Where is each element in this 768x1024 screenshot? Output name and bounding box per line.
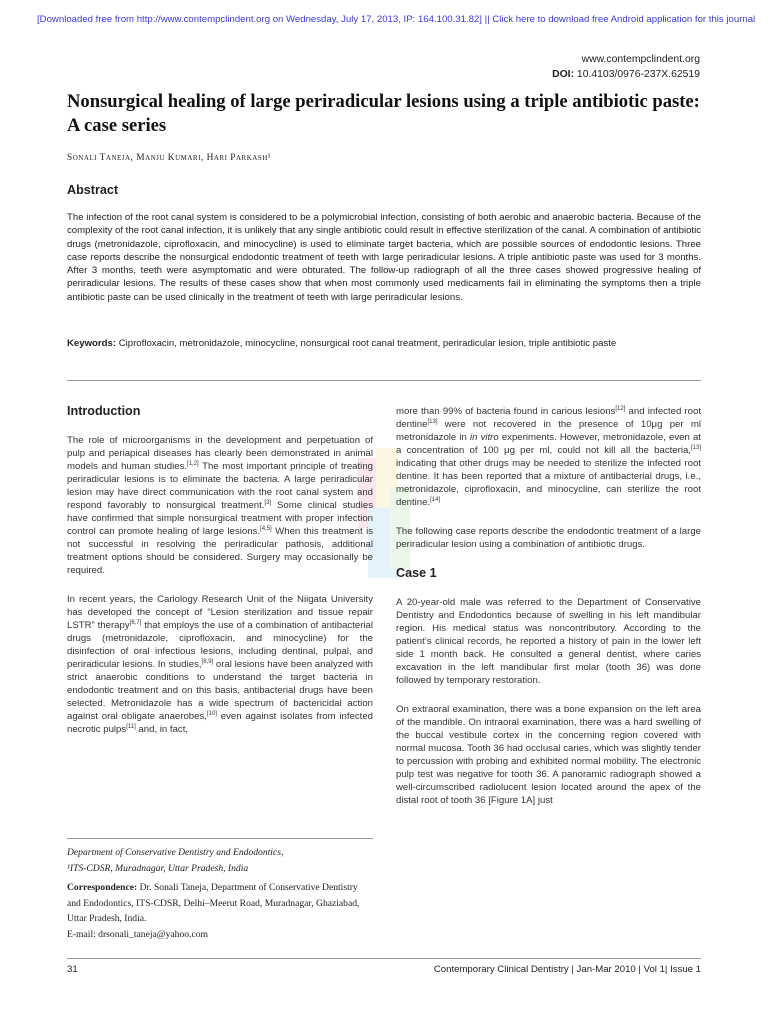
text-run: experiments. However, metronidazole, even at a concentration of 100 μg per ml, could not kill all the bacteria, (396, 432, 701, 456)
affiliation-divider (67, 838, 373, 839)
text-run: The role of microorganisms in the development and perpetuation of pulp and periapical diseases has clearly been demonstrated in animal models and human studies. (67, 435, 373, 472)
affiliation-block (67, 845, 373, 942)
abstract-divider (67, 380, 701, 381)
introduction-heading: Introduction (67, 404, 141, 418)
citation[interactable]: [13] (427, 418, 438, 425)
doi (552, 67, 700, 82)
text-run: more than 99% of bacteria found in carious lesions (396, 406, 616, 417)
citation[interactable]: [10] (206, 710, 217, 717)
keywords-label: Keywords: (67, 338, 117, 349)
email[interactable]: E-mail: drsonali_taneja@yahoo.com (67, 928, 208, 940)
text-run: were not recovered in the presence of 10μg per ml metronidazole in (396, 419, 701, 443)
correspondence-text: Dr. Sonali Taneja, Department of Conservative Dentistry and Endodontics, ITS-CDSR, Delhi–Meerut Road, Muradnagar, Ghaziabad, Uttar Pradesh, India. (67, 882, 360, 924)
keywords-text: Ciprofloxacin, metronidazole, minocycline, nonsurgical root canal treatment, periradicular lesion, triple antibiotic paste (118, 338, 617, 349)
case1-paragraph-2: On extraoral examination, there was a bone expansion on the left area of the mandible. On intraoral examination, there was a hard swelling of the buccal vestibule cortex in the concerning region covered with normal mucosa. Tooth 36 had occlusal caries, which was slightly tender to percussion with probing and exhibited normal mobility. The electronic pulp test was negative for tooth 36. A panoramic radiograph showed a well-circumscribed radiolucent lesion located around the apex of the distal root of tooth 36 [Figure 1A] just (396, 704, 701, 806)
text-run: When this treatment is not successful in resolving the periradicular pathosis, additional treatment options should be considered. Surgery may occasionally be required. (67, 526, 374, 576)
text-run: Some clinical studies have confirmed that simple nonsurgical treatment with proper infection control can promote healing of large lesions. (67, 500, 373, 537)
intro-paragraph-1 (67, 434, 373, 577)
text-run: oral lesions have been analyzed with strict anaerobic conditions to understand the target bacteria in endodontic treatment and on this basis, antibacterial drugs have been selected. Metronidazole has a wide spectrum of bactericidal action against oral obligate anaerobes, (67, 659, 373, 722)
affiliation-1: Department of Conservative Dentistry and Endodontics, (67, 847, 284, 858)
citation[interactable]: [6,7] (129, 619, 142, 626)
abstract-heading: Abstract (67, 183, 119, 197)
citation[interactable]: [12] (615, 405, 626, 412)
text-run: that employs the use of a combination of antibacterial drugs (metronidazole, ciprofloxacin, and minocycline) for the disinfection of oral infectious lesions, including dentinal, pulpal, and periradicular lesions. In studies, (67, 620, 373, 670)
text-run: indicating that other drugs may be needed to sterilize the infected root dentine. It has been reported that a mixture of antibacterial drugs, i.e., metronidazole, ciprofloxacin, and minocycline, can sterilize the root dentine. (396, 458, 701, 508)
case1-heading: Case 1 (396, 566, 437, 580)
citation[interactable]: [11] (126, 723, 136, 730)
citation[interactable]: [13] (690, 444, 701, 451)
download-banner[interactable]: [Downloaded free from http://www.contempclindent.org on Wednesday, July 17, 2013, IP: 164.100.31.82] || Click here to download free Android application for this journal (37, 14, 756, 25)
correspondence (67, 880, 373, 927)
journal-url[interactable]: www.contempclindent.org (581, 54, 700, 65)
text-run: In recent years, the Cariology Research Unit of the Niigata University has developed the concept of “Lesion sterilization and tissue repair LSTR” therapy (67, 594, 373, 631)
citation[interactable]: [8,9] (201, 658, 214, 665)
col2-paragraph-1 (396, 405, 701, 509)
column-right (396, 405, 701, 823)
column-left (67, 405, 373, 752)
col2-paragraph-2: The following case reports describe the endodontic treatment of a large periradicular lesion using a combination of antibiotic drugs. (396, 526, 701, 550)
correspondence-label: Correspondence: (67, 882, 138, 893)
keywords (67, 337, 701, 352)
author-list: Sonali Taneja, Manju Kumari, Hari Parkash¹ (67, 153, 272, 163)
citation[interactable]: [3] (264, 499, 272, 506)
text-run: and infected root dentine (396, 406, 701, 430)
text-run-italic: in vitro (469, 432, 499, 443)
page-number: 31 (67, 964, 78, 975)
text-run: The most important principle of treating periradicular lesions is to eliminate the bacteria. A large periradicular lesion may have direct communication with the root canal system and respond favorably to nonsurgical treatment. (67, 461, 373, 511)
case1-paragraph-1: A 20-year-old male was referred to the Department of Conservative Dentistry and Endodontics because of swelling in his left mandibular region. His medical status was noncontributory. According to the patient’s clinical records, he reported a history of pain in the lower left side 1 month back. He consulted a general dentist, where caries excavation in the left mandibular first molar (tooth 36) was done followed by temporary restoration. (396, 597, 701, 686)
citation[interactable]: [1,2] (187, 460, 199, 467)
abstract-text: The infection of the root canal system is considered to be a polymicrobial infection, consisting of both aerobic and anaerobic bacteria. Because of the complexity of the root canal infection, it is unlikely that any single antibiotic could result in effective sterilization of the canal. A combination of antibiotic drugs (metronidazole, ciprofloxacin, and minocycline) is used to eliminate target bacteria, which are possible sources of endodontic lesions. Three case reports describe the nonsurgical endodontic treatment of teeth with large periradicular lesions. A triple antibiotic paste was used for 3 months. After 3 months, teeth were asymptomatic and were obturated. The follow-up radiograph of all the three cases showed progressive healing of periradicular lesions. The results of these cases show that when most commonly used medicaments fail in eliminating the symptoms then a triple antibiotic paste can be used clinically in the treatment of teeth with large periradicular lesions. (67, 212, 701, 303)
article-meta (552, 52, 700, 82)
text-run: even against isolates from infected necrotic pulps (67, 711, 373, 735)
doi-label: DOI: (552, 69, 575, 80)
intro-paragraph-2 (67, 593, 373, 736)
text-run: and, in fact, (135, 724, 189, 735)
footer-divider (67, 958, 701, 959)
citation[interactable]: [14] (430, 496, 441, 503)
doi-value: 10.4103/0976-237X.62519 (576, 69, 700, 80)
affiliation-2: ¹ITS-CDSR, Muradnagar, Uttar Pradesh, India (67, 862, 249, 874)
footer-journal: Contemporary Clinical Dentistry | Jan-Mar 2010 | Vol 1| Issue 1 (433, 964, 701, 975)
citation[interactable]: [4,5] (260, 525, 272, 532)
article-title: Nonsurgical healing of large periradicular lesions using a triple antibiotic paste: A case series (67, 91, 700, 136)
